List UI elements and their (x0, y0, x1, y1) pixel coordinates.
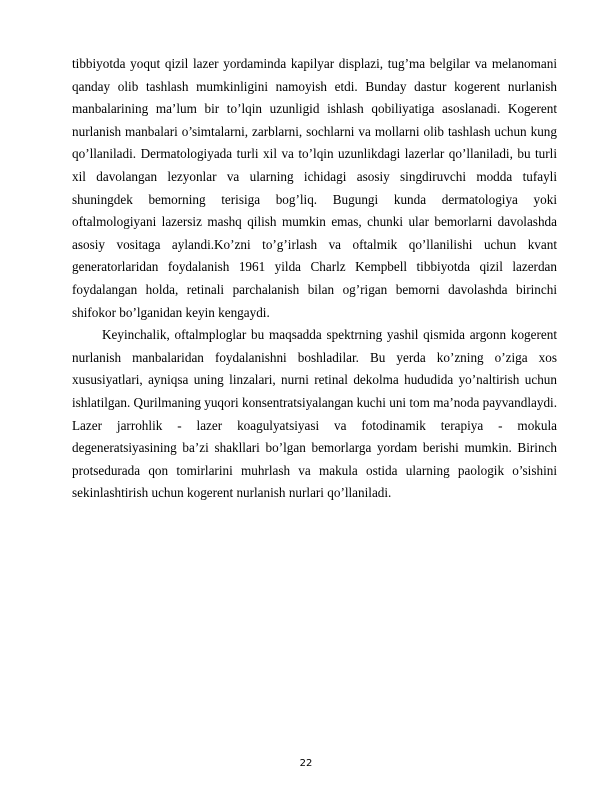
page-number: 22 (299, 758, 313, 769)
body-text (72, 53, 557, 505)
paragraph-2: Keyinchalik, oftalmploglar bu maqsadda spektrning yashil qismida argonn kogerent nurlanish manbalaridan foydalanishni boshladilar. Bu yerda ko’zning o’ziga xos xususiyatlari, ayniqsa uning linzalari, nurni retinal dekolma hududida yo’naltirish uchun ishlatilgan. Qurilmaning yuqori konsentratsiyalangan kuchi uni tom ma’noda payvandlaydi. Lazer jarrohlik - lazer koagulyatsiyasi va fotodinamik terapiya - mokula degeneratsiyasining ba’zi shakllari bo’lgan bemorlarga yordam berishi mumkin. Birinch protsedurada qon tomirlarini muhrlash va makula ostida ularning paologik o’sishini sekinlashtirish uchun kogerent nurlanish nurlari qo’llaniladi. (72, 327, 557, 501)
paragraph-1: tibbiyotda yoqut qizil lazer yordaminda kapilyar displazi, tug’ma belgilar va melanomani qanday olib tashlash mumkinligini namoyish etdi. Bunday dastur kogerent nurlanish manbalarining ma’lum bir to’lqin uzunligid ishlash qobiliyatiga asoslanadi. Kogerent nurlanish manbalari o’simtalarni, zarblarni, sochlarni va mollarni olib tashlash uchun kung qo’llaniladi. Dermatologiyada turli xil va to’lqin uzunlikdagi lazerlar qo’llaniladi, bu turli xil davolangan lezyonlar va ularning ichidagi asosiy singdiruvchi modda tufayli shuningdek bemorning terisiga bog’liq. Bugungi kunda dermatologiya yoki oftalmologiyani lazersiz mashq qilish mumkin emas, chunki ular bemorlarni davolashda asosiy vositaga aylandi.Ko’zni to’g’irlash va oftalmik qo’llanilishi uchun kvant generatorlaridan foydalanish 1961 yilda Charlz Kempbell tibbiyotda qizil lazerdan foydalangan holda, retinali parchalanish bilan og’rigan bemorni davolashda birinchi shifokor bo’lganidan keyin kengaydi. (72, 56, 557, 320)
